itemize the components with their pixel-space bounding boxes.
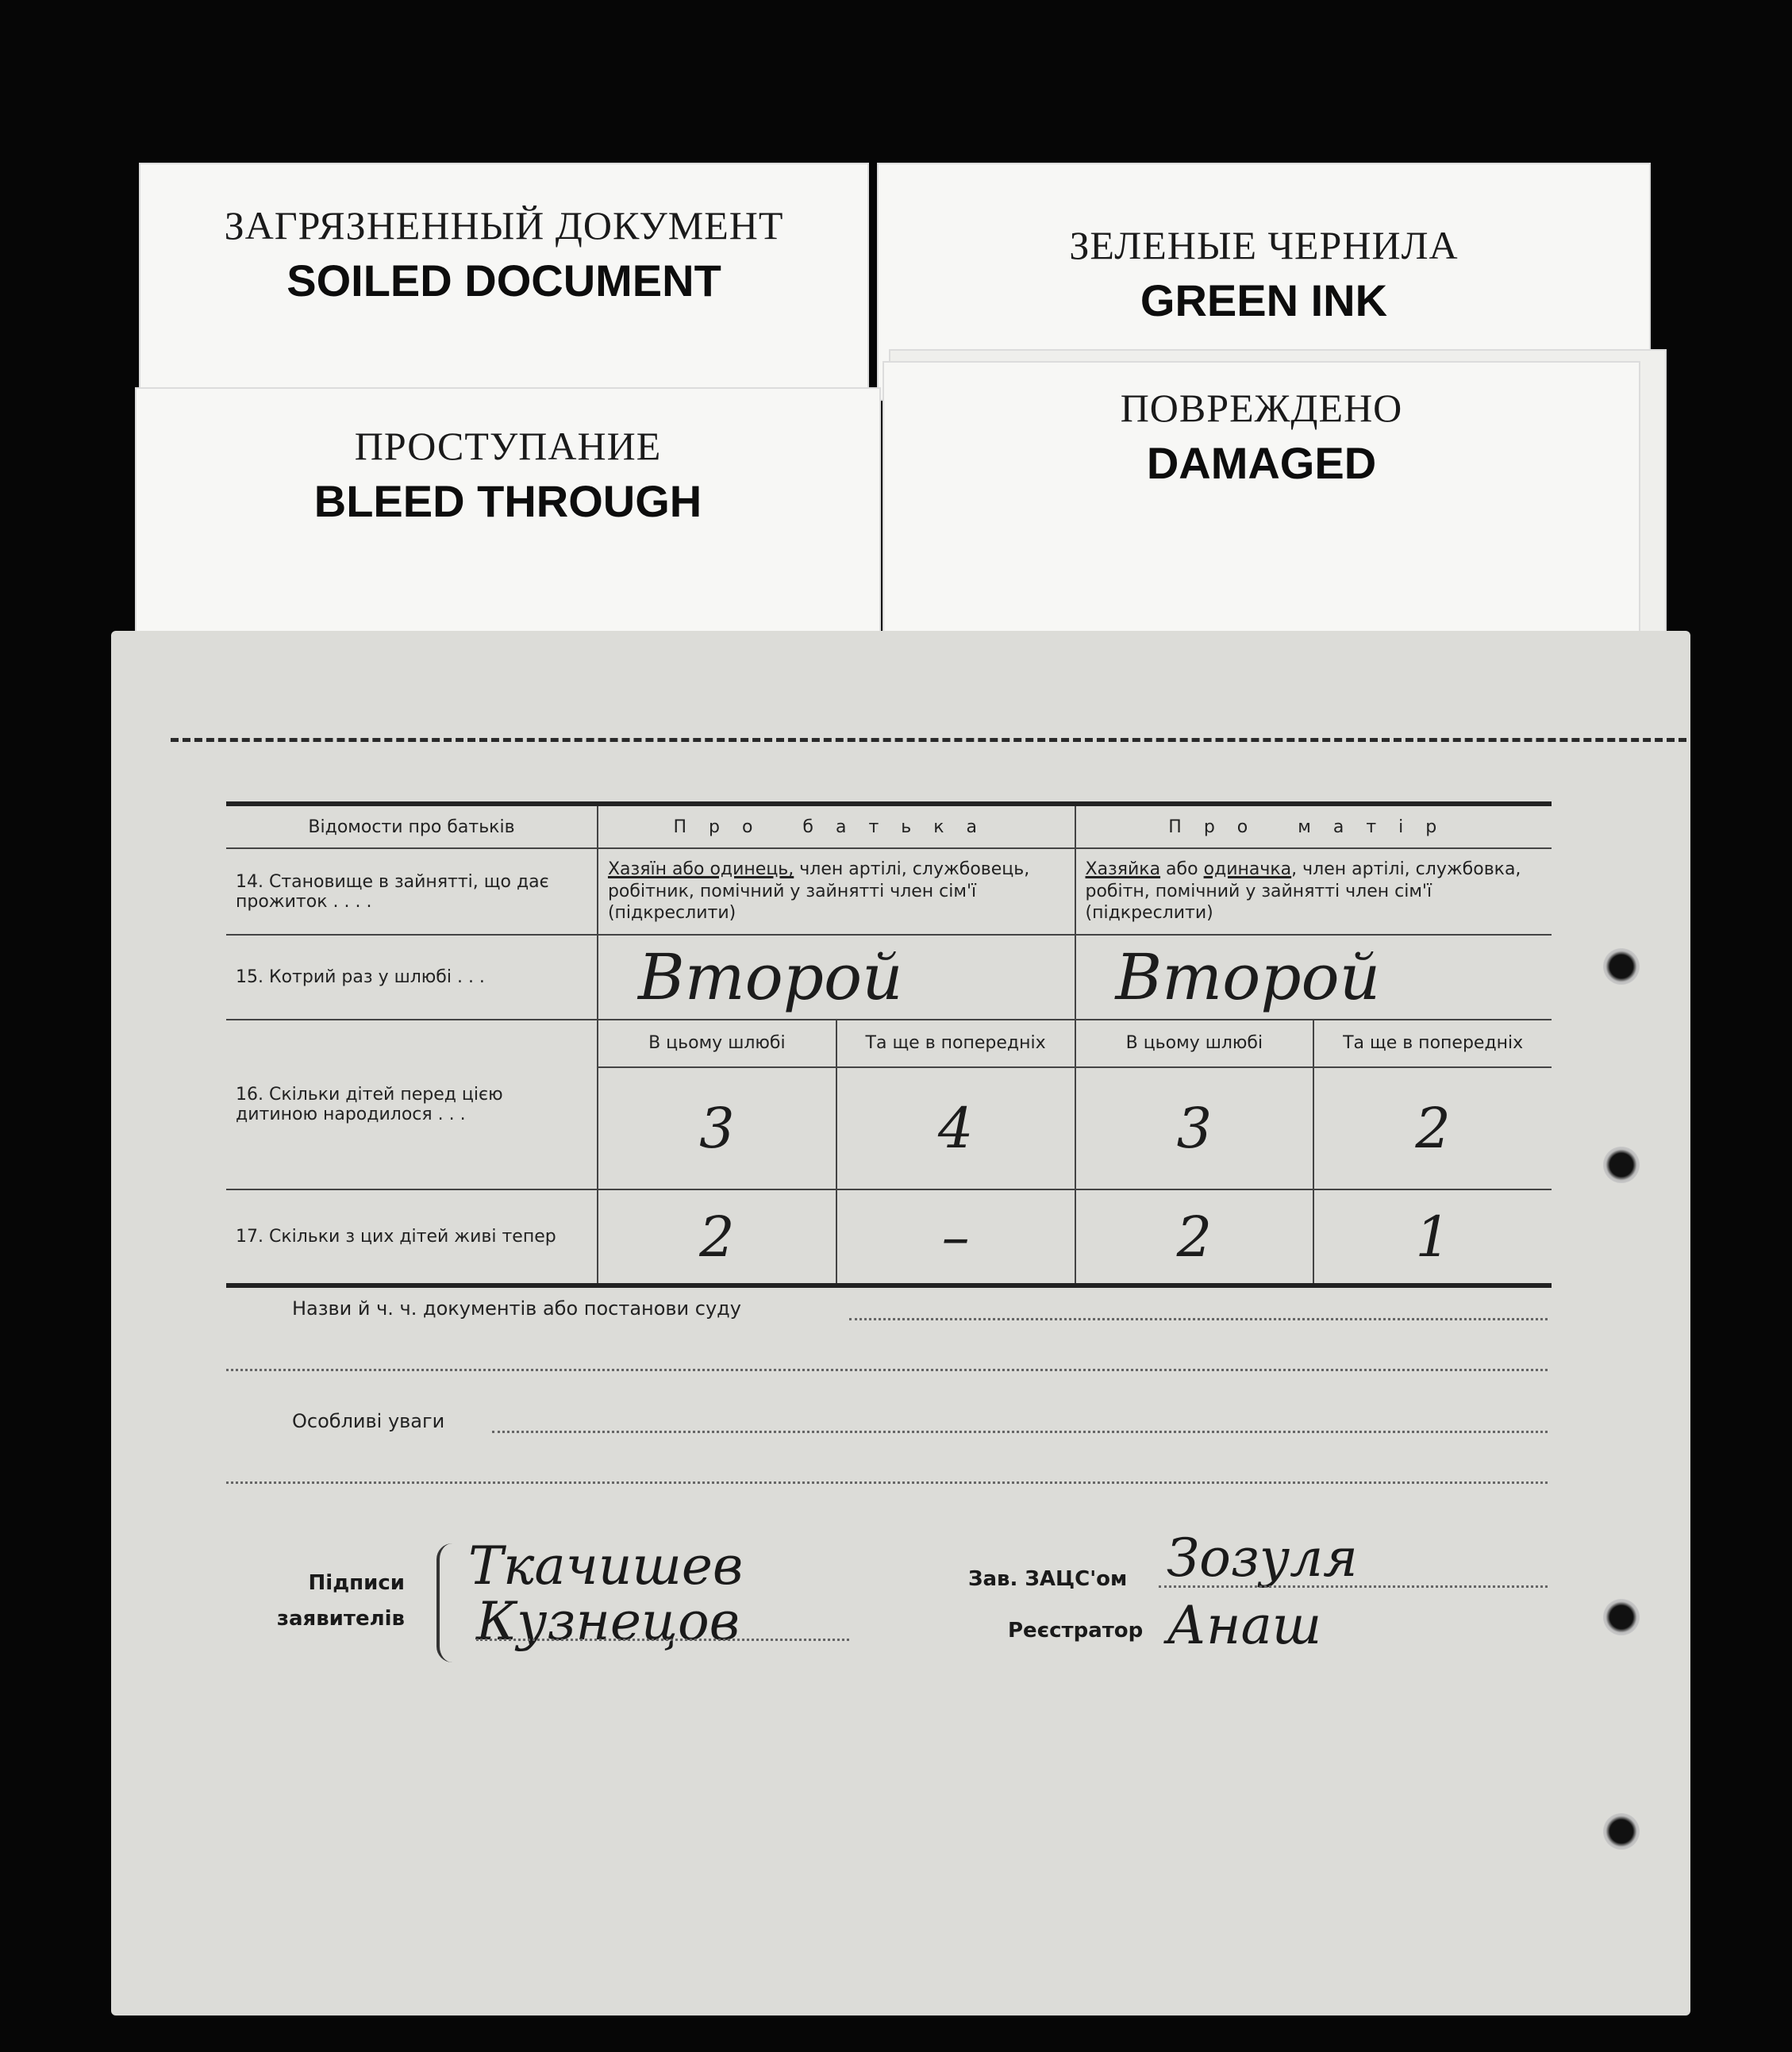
binding-hole-3 [1603, 1599, 1640, 1635]
table-header-row [226, 804, 1552, 848]
table-subheader-row [226, 1020, 1552, 1067]
registrar-label: Реєстратор [1008, 1619, 1144, 1643]
header-about-mother: Про матір [1075, 804, 1552, 848]
subheader-mother-this-marriage: В цьому шлюбі [1075, 1020, 1314, 1067]
applicant-signature-1: Ткачишев [468, 1535, 744, 1597]
table-row-15 [226, 935, 1552, 1020]
applicant-signature-2: Кузнецов [476, 1591, 740, 1652]
row14-father-underlined: Хазяїн або одинець, [607, 859, 794, 880]
applicant-dotline [476, 1639, 849, 1641]
binding-hole-1 [1603, 948, 1640, 985]
notes-dotline-2 [226, 1481, 1548, 1484]
row14-father-rest: член артілі, службовець, робітник, помічний у зайнятті член сім'ї (підкреслити) [607, 859, 1030, 924]
subheader-mother-previous: Та ще в попередніх [1313, 1020, 1552, 1067]
row14-mother-underlined-2: одиначка [1203, 859, 1292, 880]
row17-father-prev: – [836, 1189, 1075, 1285]
documents-label: Назви й ч. ч. документів або постанови суду [292, 1297, 741, 1320]
row17-father-this: 2 [598, 1189, 836, 1285]
label-damaged-en: DAMAGED [1146, 438, 1377, 488]
row17-label: 17. Скільки з цих дітей живі тепер [226, 1189, 598, 1285]
row14-mother-rest: , член артілі, службовка, робітн, помічний у зайнятті член сім'ї (підкреслити) [1085, 859, 1521, 924]
label-card-damaged [883, 361, 1640, 655]
binding-hole-4 [1603, 1813, 1640, 1850]
label-card-soiled-document [139, 163, 869, 401]
notes-label: Особливі уваги [292, 1410, 445, 1432]
documents-dotline-1 [849, 1318, 1548, 1320]
label-card-bleed-through [135, 387, 881, 649]
zags-head-signature: Зозуля [1167, 1527, 1358, 1589]
zags-head-label: Зав. ЗАЦС'ом [968, 1567, 1128, 1591]
label-soiled-en: SOILED DOCUMENT [286, 256, 721, 305]
label-damaged-ru: ПОВРЕЖДЕНО [1120, 386, 1403, 430]
row15-label: 15. Котрий раз у шлюбі . . . [226, 935, 598, 1020]
signatures-label-1: Підписи [308, 1571, 405, 1595]
registry-form-sheet [111, 631, 1690, 2015]
signatures-label-2: заявителів [276, 1607, 405, 1631]
table-row-17 [226, 1189, 1552, 1285]
row16-father-this: 3 [598, 1067, 836, 1189]
signatures-brace [436, 1543, 459, 1662]
row17-mother-this: 2 [1075, 1189, 1314, 1285]
perforation-line [171, 738, 1686, 742]
row14-mother-occupation [1075, 848, 1552, 935]
table-row-14 [226, 848, 1552, 935]
zags-head-dotline [1159, 1585, 1548, 1588]
row15-mother-value: Второй [1075, 935, 1552, 1020]
label-green-en: GREEN INK [1140, 275, 1388, 325]
parents-info-table [226, 801, 1552, 1288]
label-bleed-ru: ПРОСТУПАНИЕ [354, 424, 662, 468]
header-parents-info: Відомости про батьків [226, 804, 598, 848]
row16-father-prev: 4 [836, 1067, 1075, 1189]
row16-mother-prev: 2 [1313, 1067, 1552, 1189]
row14-mother-underlined-1: Хазяйка [1085, 859, 1161, 880]
row16-label: 16. Скільки дітей перед цією дитиною народилося . . . [226, 1020, 598, 1189]
documents-dotline-2 [226, 1369, 1548, 1371]
subheader-father-previous: Та ще в попередніх [836, 1020, 1075, 1067]
label-soiled-ru: ЗАГРЯЗНЕННЫЙ ДОКУМЕНТ [224, 203, 784, 248]
row15-father-value: Второй [598, 935, 1075, 1020]
binding-hole-2 [1603, 1147, 1640, 1183]
label-bleed-en: BLEED THROUGH [313, 476, 702, 526]
row14-label: 14. Становище в зайнятті, що дає прожиток . . . . [226, 848, 598, 935]
notes-dotline-1 [492, 1431, 1548, 1433]
row14-father-occupation [598, 848, 1075, 935]
subheader-father-this-marriage: В цьому шлюбі [598, 1020, 836, 1067]
header-about-father: Про батька [598, 804, 1075, 848]
row14-mother-text-or: або [1160, 859, 1204, 880]
label-green-ru: ЗЕЛЕНЫЕ ЧЕРНИЛА [1069, 223, 1459, 267]
registrar-signature: Анаш [1167, 1595, 1322, 1656]
row16-mother-this: 3 [1075, 1067, 1314, 1189]
row17-mother-prev: 1 [1313, 1189, 1552, 1285]
